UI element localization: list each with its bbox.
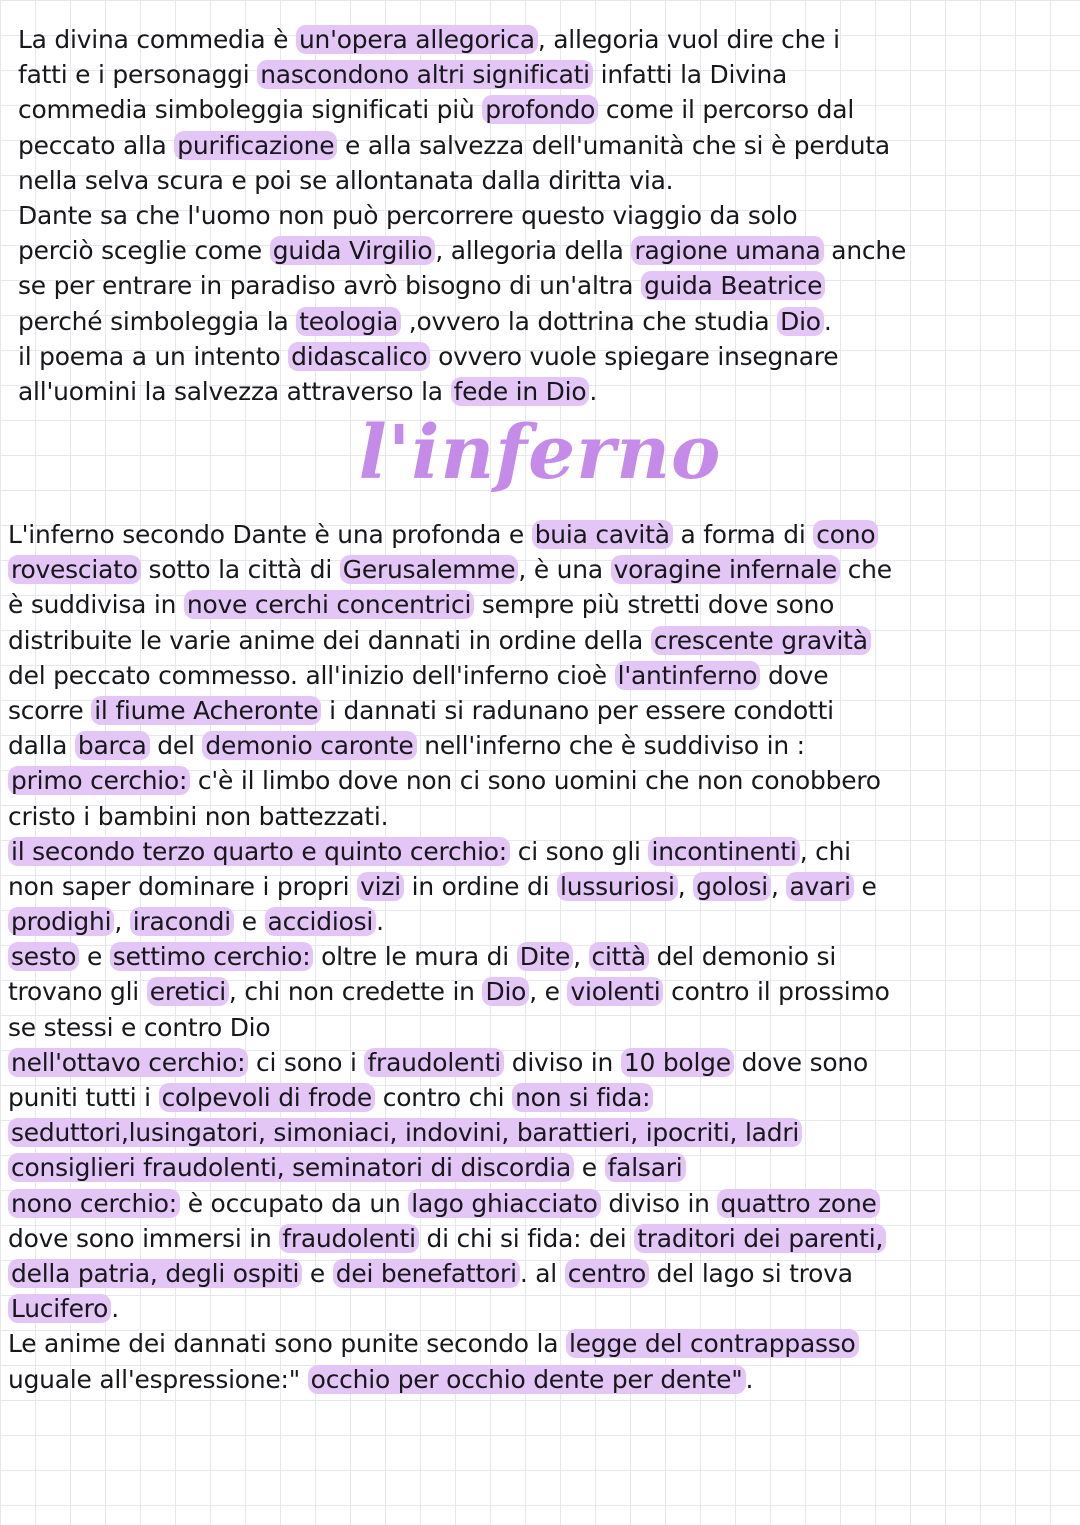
- highlighted-phrase: occhio per occhio dente per dente": [308, 1365, 746, 1394]
- text-segment: dove sono immersi in: [8, 1223, 280, 1253]
- text-segment: .: [823, 306, 832, 336]
- highlighted-phrase: lussuriosi: [557, 872, 678, 901]
- highlighted-phrase: buia cavità: [532, 520, 673, 549]
- highlighted-phrase: nell'ottavo cerchio:: [8, 1048, 248, 1077]
- text-segment: che: [839, 555, 892, 585]
- text-segment: non saper dominare i propri: [8, 871, 358, 901]
- text-segment: il poema a un intento: [18, 341, 289, 371]
- text-line: [8, 22, 1070, 57]
- text-line: [8, 92, 1070, 127]
- text-line: [8, 1045, 1070, 1080]
- highlighted-phrase: traditori dei parenti,: [634, 1224, 886, 1253]
- text-line: [8, 904, 1070, 939]
- highlighted-phrase: colpevoli di frode: [159, 1083, 375, 1112]
- text-line: [8, 304, 1070, 339]
- text-line: [8, 1115, 1070, 1150]
- text-segment: ,: [677, 871, 694, 901]
- text-segment: del: [149, 731, 203, 761]
- text-line: [8, 552, 1070, 587]
- text-line: [8, 1150, 1070, 1185]
- inferno-paragraph: [8, 517, 1070, 1397]
- text-line: [8, 517, 1070, 552]
- text-segment: ,ovvero la dottrina che studia: [401, 306, 778, 336]
- text-segment: sempre più stretti dove sono: [474, 590, 835, 620]
- highlighted-phrase: il fiume Acheronte: [91, 696, 321, 725]
- text-segment: L'inferno secondo Dante è una profonda e: [8, 520, 532, 549]
- highlighted-phrase: rovesciato: [8, 555, 141, 584]
- highlighted-phrase: profondo: [482, 95, 598, 124]
- highlighted-phrase: guida Beatrice: [641, 271, 825, 300]
- section-title: l'inferno: [358, 410, 722, 496]
- text-segment: trovano gli: [8, 977, 147, 1007]
- text-line: [8, 763, 1070, 798]
- text-segment: , allegoria vuol dire che i: [537, 25, 840, 54]
- highlighted-phrase: nono cerchio:: [8, 1189, 180, 1218]
- text-segment: contro il prossimo: [663, 977, 890, 1007]
- text-line: [8, 1221, 1070, 1256]
- highlighted-phrase: golosi: [693, 872, 771, 901]
- text-segment: del peccato commesso. all'inizio dell'inferno cioè: [8, 660, 615, 690]
- highlighted-phrase: Dio: [482, 977, 529, 1006]
- text-segment: , è una: [518, 555, 611, 585]
- highlighted-phrase: non si fida:: [512, 1083, 653, 1112]
- text-line: [8, 834, 1070, 869]
- text-line: [8, 1291, 1070, 1326]
- text-segment: uguale all'espressione:": [8, 1364, 308, 1394]
- highlighted-phrase: prodighi: [8, 907, 114, 936]
- text-segment: . al: [519, 1258, 565, 1288]
- text-segment: e: [574, 1153, 605, 1183]
- highlighted-phrase: dei benefattori: [333, 1259, 520, 1288]
- text-line: [8, 623, 1070, 658]
- text-segment: è suddivisa in: [8, 590, 184, 620]
- text-line: [8, 128, 1070, 163]
- text-line: [8, 268, 1070, 303]
- highlighted-phrase: voragine infernale: [611, 555, 840, 584]
- text-segment: Le anime dei dannati sono punite secondo la: [8, 1329, 567, 1359]
- highlighted-phrase: fraudolenti: [279, 1224, 419, 1253]
- text-line: [8, 1010, 1070, 1045]
- text-segment: cristo i bambini non battezzati.: [8, 801, 389, 831]
- highlighted-phrase: quattro zone: [717, 1189, 879, 1218]
- text-segment: perché simboleggia la: [18, 306, 297, 336]
- text-line: [8, 1326, 1070, 1361]
- text-segment: nell'inferno che è suddiviso in :: [416, 731, 805, 761]
- text-segment: e: [233, 907, 265, 937]
- highlighted-phrase: sesto: [8, 942, 79, 971]
- text-line: [8, 1186, 1070, 1221]
- text-segment: ,: [771, 871, 787, 901]
- text-line: [8, 163, 1070, 198]
- text-line: [8, 1362, 1070, 1397]
- text-segment: scorre: [8, 695, 92, 725]
- highlighted-phrase: centro: [565, 1259, 649, 1288]
- highlighted-phrase: Dio: [777, 307, 824, 336]
- text-segment: e: [79, 942, 110, 972]
- text-line: [8, 974, 1070, 1009]
- text-segment: come il percorso dal: [598, 95, 855, 125]
- text-segment: dove: [760, 660, 829, 690]
- highlighted-phrase: avari: [786, 872, 853, 901]
- text-line: [8, 1080, 1070, 1115]
- text-segment: a forma di: [672, 520, 814, 549]
- text-line: [8, 658, 1070, 693]
- highlighted-phrase: ragione umana: [631, 236, 823, 265]
- text-line: [8, 587, 1070, 622]
- text-segment: diviso in: [600, 1188, 718, 1218]
- text-line: [8, 339, 1070, 374]
- highlighted-phrase: il secondo terzo quarto e quinto cerchio:: [8, 837, 510, 866]
- text-segment: commedia simboleggia significati più: [18, 95, 483, 125]
- highlighted-phrase: città: [589, 942, 649, 971]
- text-segment: , chi non credette in: [228, 977, 483, 1007]
- highlighted-phrase: cono: [813, 520, 878, 549]
- text-line: [8, 1256, 1070, 1291]
- highlighted-phrase: consiglieri fraudolenti, seminatori di discordia: [8, 1153, 574, 1182]
- text-segment: nella selva scura e poi se allontanata dalla diritta via.: [18, 165, 674, 195]
- highlighted-phrase: fraudolenti: [364, 1048, 504, 1077]
- text-segment: ci sono gli: [510, 836, 649, 866]
- text-segment: se stessi e contro Dio: [8, 1012, 271, 1042]
- highlighted-phrase: purificazione: [174, 131, 337, 160]
- text-segment: all'uomini la salvezza attraverso la: [18, 376, 451, 406]
- text-segment: e: [302, 1258, 333, 1288]
- highlighted-phrase: l'antinferno: [615, 661, 761, 690]
- highlighted-phrase: eretici: [147, 977, 229, 1006]
- text-segment: infatti la Divina: [592, 60, 788, 90]
- highlighted-phrase: Lucifero: [8, 1294, 111, 1323]
- highlighted-phrase: guida Virgilio: [270, 236, 436, 265]
- highlighted-phrase: primo cerchio:: [8, 766, 190, 795]
- text-line: [8, 198, 1070, 233]
- text-segment: puniti tutti i: [8, 1083, 159, 1112]
- highlighted-phrase: lago ghiacciato: [408, 1189, 600, 1218]
- text-segment: fatti e i personaggi: [18, 60, 258, 90]
- intro-paragraph: [8, 22, 1070, 409]
- highlighted-phrase: settimo cerchio:: [110, 942, 314, 971]
- text-line: [8, 693, 1070, 728]
- highlighted-phrase: 10 bolge: [621, 1048, 734, 1077]
- text-segment: dalla: [8, 731, 75, 761]
- text-segment: c'è il limbo dove non ci sono uomini che non conobbero: [190, 766, 881, 796]
- text-segment: è occupato da un: [180, 1188, 409, 1218]
- text-segment: .: [589, 376, 598, 406]
- text-segment: , e: [529, 977, 568, 1007]
- text-line: [8, 57, 1070, 92]
- highlighted-phrase: didascalico: [288, 342, 430, 371]
- text-line: [8, 233, 1070, 268]
- highlighted-phrase: falsari: [605, 1153, 686, 1182]
- text-segment: del demonio si: [648, 942, 837, 972]
- highlighted-phrase: vizi: [357, 872, 404, 901]
- highlighted-phrase: della patria, degli ospiti: [8, 1259, 302, 1288]
- text-line: [8, 728, 1070, 763]
- text-segment: ,: [114, 907, 130, 937]
- text-segment: distribuite le varie anime dei dannati in ordine della: [8, 625, 651, 655]
- text-segment: ovvero vuole spiegare insegnare: [430, 341, 839, 371]
- text-segment: , chi: [799, 836, 851, 866]
- text-segment: ,: [573, 942, 589, 972]
- highlighted-phrase: nascondono altri significati: [257, 60, 593, 89]
- highlighted-phrase: fede in Dio: [451, 377, 590, 406]
- text-segment: anche: [823, 236, 907, 266]
- text-segment: .: [376, 907, 384, 937]
- highlighted-phrase: nove cerchi concentrici: [184, 590, 474, 619]
- highlighted-phrase: violenti: [567, 977, 663, 1006]
- text-line: [8, 939, 1070, 974]
- text-segment: e alla salvezza dell'umanità che si è perduta: [337, 130, 890, 160]
- text-segment: i dannati si radunano per essere condotti: [321, 695, 834, 725]
- highlighted-phrase: incontinenti: [648, 837, 799, 866]
- highlighted-phrase: Dite: [517, 942, 573, 971]
- text-segment: diviso in: [504, 1047, 621, 1077]
- text-segment: se per entrare in paradiso avrò bisogno di un'altra: [18, 271, 642, 301]
- text-segment: , allegoria della: [435, 236, 632, 266]
- highlighted-phrase: legge del contrappasso: [566, 1329, 859, 1358]
- text-line: [8, 374, 1070, 409]
- highlighted-phrase: demonio caronte: [202, 731, 416, 760]
- text-line: [8, 799, 1070, 834]
- highlighted-phrase: barca: [75, 731, 150, 760]
- text-segment: del lago si trova: [648, 1258, 853, 1288]
- text-line: [8, 869, 1070, 904]
- text-segment: sotto la città di: [140, 555, 340, 585]
- text-segment: .: [745, 1364, 754, 1394]
- text-segment: dove sono: [733, 1047, 868, 1077]
- highlighted-phrase: accidiosi: [265, 907, 377, 936]
- text-segment: La divina commedia è: [18, 25, 296, 54]
- text-segment: .: [111, 1294, 119, 1324]
- highlighted-phrase: seduttori,lusingatori, simoniaci, indovini, barattieri, ipocriti, ladri: [8, 1118, 802, 1147]
- text-segment: oltre le mura di: [313, 942, 517, 972]
- highlighted-phrase: iracondi: [130, 907, 234, 936]
- highlighted-phrase: teologia: [296, 307, 401, 336]
- text-segment: Dante sa che l'uomo non può percorrere questo viaggio da solo: [18, 200, 798, 230]
- text-segment: ci sono i: [248, 1047, 365, 1077]
- highlighted-phrase: un'opera allegorica: [296, 25, 538, 54]
- text-segment: di chi si fida: dei: [418, 1223, 635, 1253]
- highlighted-phrase: Gerusalemme: [340, 555, 519, 584]
- text-segment: in ordine di: [403, 871, 558, 901]
- text-segment: perciò sceglie come: [18, 236, 270, 266]
- highlighted-phrase: crescente gravità: [651, 626, 871, 655]
- text-segment: e: [853, 871, 877, 901]
- text-segment: peccato alla: [18, 130, 175, 160]
- text-segment: contro chi: [375, 1083, 513, 1112]
